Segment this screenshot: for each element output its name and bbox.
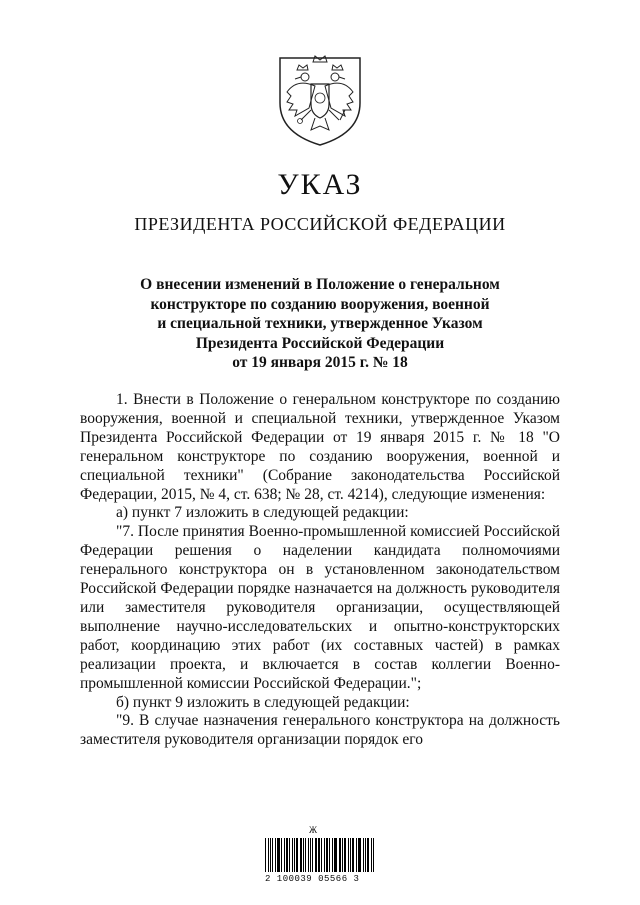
document-title: УКАЗ [277,168,363,201]
barcode-bar [270,838,272,872]
body-paragraph: б) пункт 9 изложить в следующей редакции: [116,693,410,711]
barcode [265,838,375,883]
barcode-bar [286,838,288,872]
barcode-bar [265,838,266,872]
barcode-bar [358,838,359,872]
barcode-bar [344,838,347,872]
barcode-bar [300,838,302,872]
barcode-bar [294,838,295,872]
heading-line: и специальной техники, утвержденное Указом [157,315,483,332]
heading-line: конструкторе по созданию вооружения, военной [150,295,490,313]
page-mark: Ж [309,825,318,835]
decree-heading [100,275,540,373]
barcode-bar [318,838,321,872]
double-headed-eagle-icon [275,48,365,148]
barcode-bar [326,838,328,872]
barcode-bar [339,838,341,872]
barcode-bar [305,838,306,872]
barcode-bar [272,838,273,872]
body-paragraph: "9. В случае назначения генерального конструктора на должность заместителя руководителя организации порядок его [80,712,560,749]
barcode-bar [335,838,337,872]
heading-line: Президента Российской Федерации [195,334,445,352]
barcode-bar [342,838,343,872]
body-paragraph: 1. Внести в Положение о генеральном конструкторе по созданию вооружения, военной и специальной техники, утвержденное Указом Президента Российской Федерации от 19 января 2015 г. № 18 "О генеральном конструкторе по созданию вооружения, военной и специальной техники" (Собрание законодательства Российской Федерации, 2015, № 4, ст. 638; № 28, ст. 4214), следующие изменения: [80,391,560,503]
barcode-bar [277,838,280,872]
barcode-bar [303,838,304,872]
barcode-bar [312,838,313,872]
barcode-bar [367,838,370,872]
barcode-bar [308,838,310,872]
barcode-bar [350,838,351,872]
barcode-bar [315,838,317,872]
barcode-bar [292,838,293,872]
barcode-bar [321,838,322,872]
barcode-bar [352,838,354,872]
body-paragraph: "7. После принятия Военно-промышленной комиссией Российской Федерации решения о наделении кандидата полномочиями генерального конструктора он в установленном законодательством Российской Федерации порядке назначается на должность руководителя или заместителя руководителя организации, осуществляющей выполнение научно-исследовательских и опытно-конструкторских работ, координацию этих работ (их составных частей) в рамках реализации проекта, и включается в состав коллегии Военно-промышленной комиссии Российской Федерации."; [80,523,560,692]
barcode-bar [324,838,325,872]
barcode-bar [284,838,286,872]
body-paragraph: а) пункт 7 изложить в следующей редакции: [116,504,409,522]
document-subtitle: ПРЕЗИДЕНТА РОССИЙСКОЙ ФЕДЕРАЦИИ [134,214,506,234]
barcode-bar [329,838,330,872]
barcode-bar [334,838,335,872]
heading-line: О внесении изменений в Положение о генеральном [140,276,500,293]
barcode-bar [275,838,276,872]
barcode-bar [359,838,361,872]
barcode-bar [365,838,366,872]
barcode-bar [332,838,333,872]
barcode-bar [310,838,311,872]
barcode-bar [296,838,299,872]
barcode-bar [373,838,374,872]
barcode-bars [265,838,375,872]
barcode-bar [371,838,372,872]
barcode-bar [356,838,357,872]
coat-of-arms-emblem [275,48,365,148]
heading-line: от 19 января 2015 г. № 18 [232,354,408,371]
barcode-bar [268,838,269,872]
barcode-bar [363,838,364,872]
barcode-bar [348,838,349,872]
barcode-bar [281,838,282,872]
barcode-bar [289,838,290,872]
barcode-number: 2 100039 05566 3 [265,874,360,884]
decree-body [80,391,560,750]
